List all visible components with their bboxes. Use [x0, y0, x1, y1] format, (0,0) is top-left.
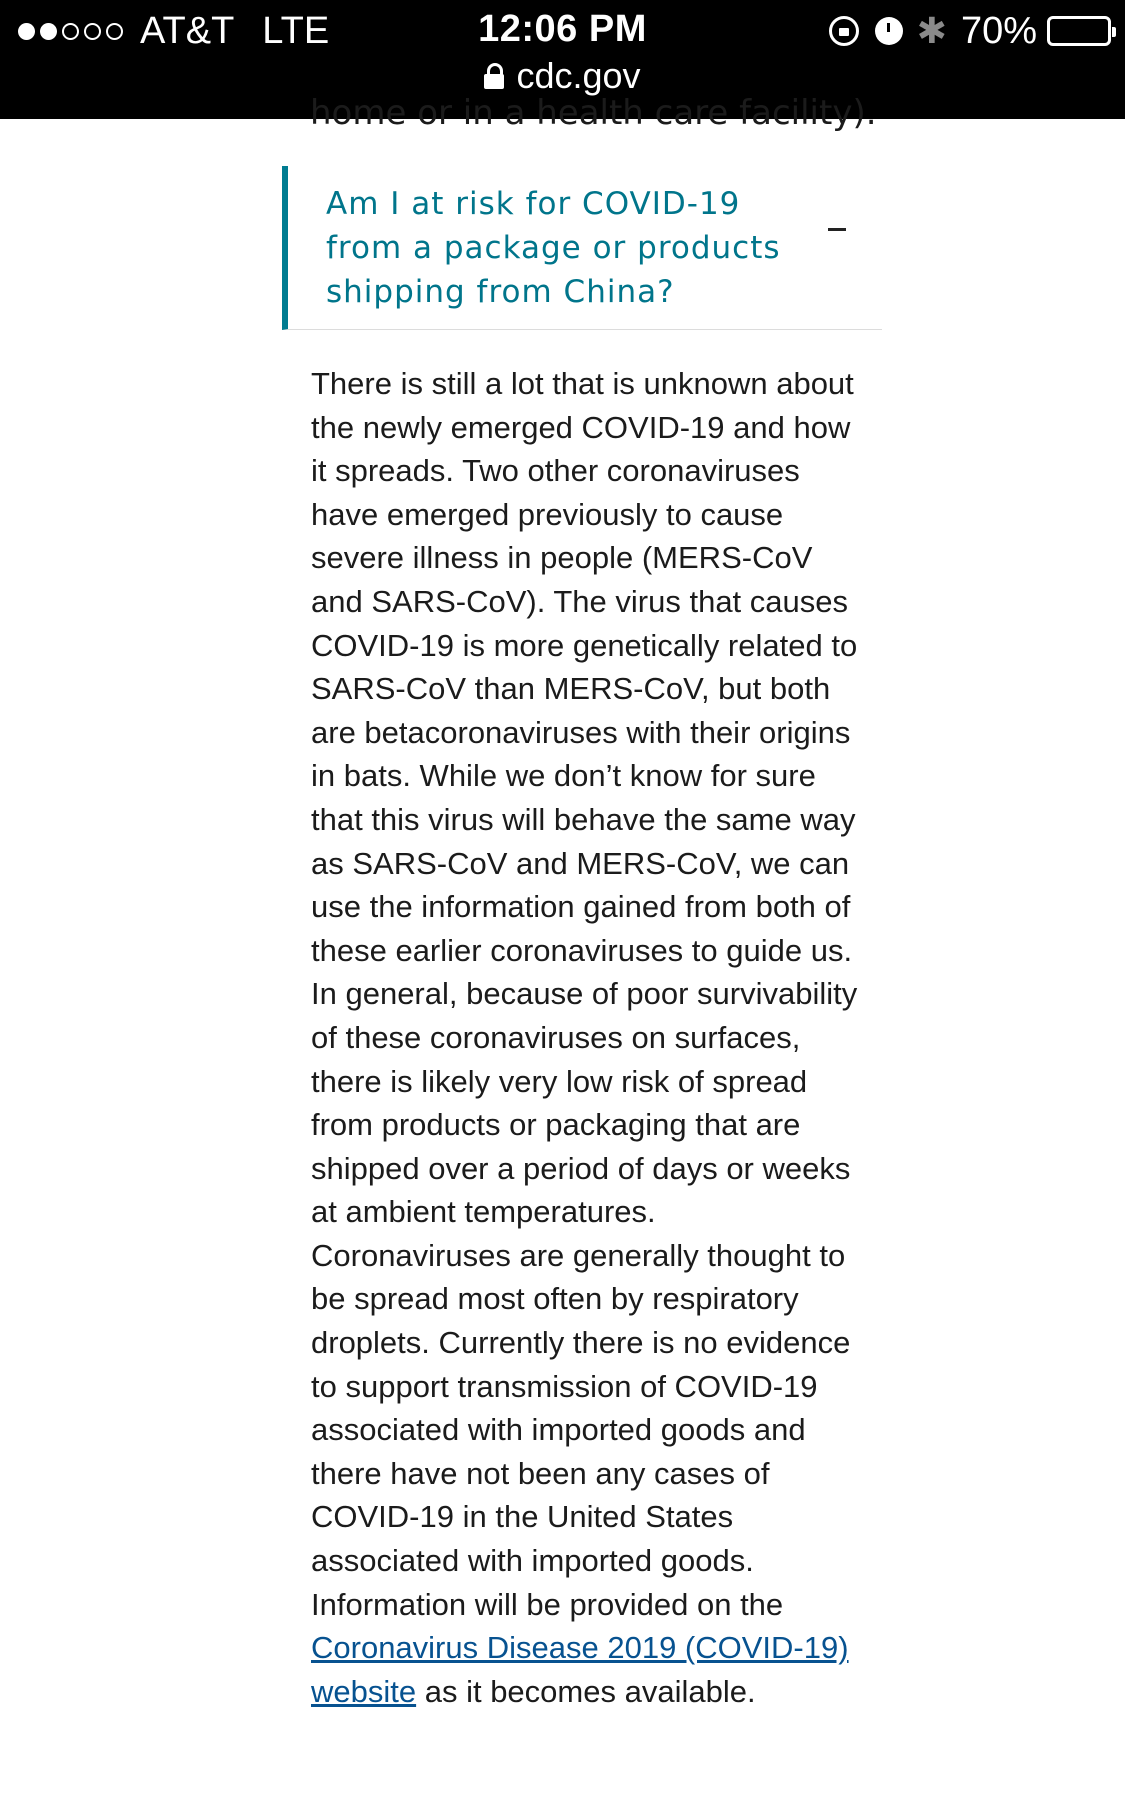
rotation-lock-icon — [829, 16, 859, 46]
battery-percent: 70% — [960, 9, 1037, 52]
faq-accordion-header[interactable] — [282, 166, 882, 330]
battery-icon — [1047, 16, 1111, 46]
bluetooth-icon: ✱ — [916, 10, 947, 51]
url-text[interactable]: cdc.gov — [516, 55, 641, 96]
collapse-minus-icon[interactable] — [828, 228, 846, 231]
alarm-icon — [875, 17, 903, 45]
faq-question[interactable]: Am I at risk for COVID-19 from a package or products shipping from China? — [326, 186, 781, 310]
status-right — [829, 10, 1111, 52]
previous-answer-cutoff: home or in a health care facility). — [310, 93, 877, 133]
address-bar[interactable] — [0, 55, 1125, 97]
faq-answer — [311, 362, 861, 1713]
answer-text-end: as it becomes available. — [416, 1673, 756, 1709]
answer-text: There is still a lot that is unknown about the newly emerged COVID-19 and how it spreads. Two other coronaviruses have emerged previously to cause severe illness in people (MERS-CoV and SARS-CoV). The virus that causes COVID-19 is more genetically related to SARS-CoV than MERS-CoV, but both are betacoronaviruses with their origins in bats. While we don’t know for sure that this virus will behave the same way as SARS-CoV and MERS-CoV, we can use the information gained from both of these earlier coronaviruses to guide us. In general, because of poor survivability of these coronaviruses on surfaces, there is likely very low risk of spread from products or packaging that are shipped over a period of days or weeks at ambient temperatures. Coronaviruses are generally thought to be spread most often by respiratory droplets. Currently there is no evidence to support transmission of COVID-19 associated with imported goods and there have not been any cases of COVID-19 in the United States associated with imported goods. Information will be provided on the — [311, 366, 858, 1622]
network-type: LTE — [262, 9, 330, 52]
covid19-website-link[interactable]: Coronavirus Disease 2019 (COVID-19) website — [311, 1630, 849, 1709]
lock-icon — [484, 63, 504, 89]
carrier-name: AT&T — [140, 9, 235, 52]
clock: 12:06 PM — [478, 8, 647, 50]
